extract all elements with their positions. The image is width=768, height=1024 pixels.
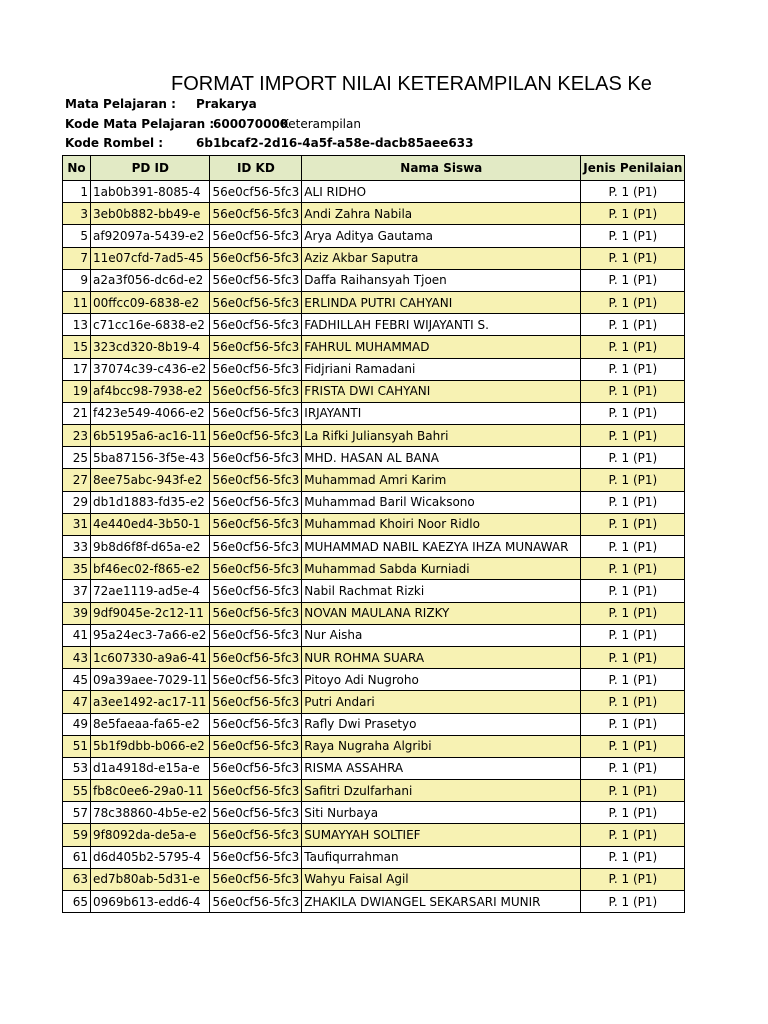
table-row [63, 757, 685, 779]
cell-jenis-penilaian[interactable]: P. 1 (P1) [581, 447, 685, 469]
cell-nama-siswa[interactable]: Wahyu Faisal Agil [302, 868, 581, 890]
table-row [63, 358, 685, 380]
kode-rombel-label: Kode Rombel : [65, 136, 164, 150]
table-row [63, 868, 685, 890]
cell-id-kd[interactable]: 56e0cf56-5fc3 [210, 580, 302, 602]
cell-nama-siswa[interactable]: FAHRUL MUHAMMAD [302, 336, 581, 358]
cell-jenis-penilaian[interactable]: P. 1 (P1) [581, 780, 685, 802]
table-row [63, 247, 685, 269]
cell-jenis-penilaian[interactable]: P. 1 (P1) [581, 802, 685, 824]
cell-pd-id[interactable]: 9b8d6f8f-d65a-e2 [91, 536, 210, 558]
cell-jenis-penilaian[interactable]: P. 1 (P1) [581, 713, 685, 735]
cell-nama-siswa[interactable]: FRISTA DWI CAHYANI [302, 380, 581, 402]
cell-no[interactable]: 31 [63, 513, 91, 535]
cell-jenis-penilaian[interactable]: P. 1 (P1) [581, 558, 685, 580]
cell-nama-siswa[interactable]: Andi Zahra Nabila [302, 203, 581, 225]
cell-nama-siswa[interactable]: ERLINDA PUTRI CAHYANI [302, 291, 581, 313]
cell-jenis-penilaian[interactable]: P. 1 (P1) [581, 646, 685, 668]
cell-jenis-penilaian[interactable]: P. 1 (P1) [581, 269, 685, 291]
cell-nama-siswa[interactable]: Safitri Dzulfarhani [302, 780, 581, 802]
cell-pd-id[interactable]: 11e07cfd-7ad5-45 [91, 247, 210, 269]
cell-nama-siswa[interactable]: Putri Andari [302, 691, 581, 713]
cell-nama-siswa[interactable]: ALI RIDHO [302, 181, 581, 203]
cell-id-kd[interactable]: 56e0cf56-5fc3 [210, 802, 302, 824]
document-title: FORMAT IMPORT NILAI KETERAMPILAN KELAS Ke [171, 73, 652, 95]
cell-no[interactable]: 27 [63, 469, 91, 491]
cell-pd-id[interactable]: 8e5faeaa-fa65-e2 [91, 713, 210, 735]
cell-pd-id[interactable]: af4bcc98-7938-e2 [91, 380, 210, 402]
cell-jenis-penilaian[interactable]: P. 1 (P1) [581, 358, 685, 380]
kode-rombel-value: 6b1bcaf2-2d16-4a5f-a58e-dacb85aee633 [196, 136, 474, 150]
cell-jenis-penilaian[interactable]: P. 1 (P1) [581, 513, 685, 535]
table-row [63, 402, 685, 424]
cell-id-kd[interactable]: 56e0cf56-5fc3 [210, 735, 302, 757]
cell-no[interactable]: 9 [63, 269, 91, 291]
cell-pd-id[interactable]: db1d1883-fd35-e2 [91, 491, 210, 513]
table-row [63, 691, 685, 713]
cell-nama-siswa[interactable]: Muhammad Sabda Kurniadi [302, 558, 581, 580]
cell-pd-id[interactable]: 37074c39-c436-e2 [91, 358, 210, 380]
cell-nama-siswa[interactable]: Nur Aisha [302, 624, 581, 646]
cell-no[interactable]: 61 [63, 846, 91, 868]
cell-no[interactable]: 11 [63, 291, 91, 313]
table-row [63, 181, 685, 203]
cell-jenis-penilaian[interactable]: P. 1 (P1) [581, 757, 685, 779]
cell-no[interactable]: 23 [63, 425, 91, 447]
cell-id-kd[interactable]: 56e0cf56-5fc3 [210, 513, 302, 535]
cell-pd-id[interactable]: 5ba87156-3f5e-43 [91, 447, 210, 469]
table-row [63, 291, 685, 313]
cell-nama-siswa[interactable]: Muhammad Baril Wicaksono [302, 491, 581, 513]
cell-id-kd[interactable]: 56e0cf56-5fc3 [210, 602, 302, 624]
cell-pd-id[interactable]: fb8c0ee6-29a0-11 [91, 780, 210, 802]
cell-no[interactable]: 3 [63, 203, 91, 225]
cell-pd-id[interactable]: 9f8092da-de5a-e [91, 824, 210, 846]
cell-pd-id[interactable]: 5b1f9dbb-b066-e2 [91, 735, 210, 757]
cell-id-kd[interactable]: 56e0cf56-5fc3 [210, 868, 302, 890]
table-row [63, 491, 685, 513]
cell-nama-siswa[interactable]: Aziz Akbar Saputra [302, 247, 581, 269]
table-row [63, 425, 685, 447]
table-row [63, 891, 685, 913]
cell-pd-id[interactable]: 1ab0b391-8085-4 [91, 181, 210, 203]
cell-pd-id[interactable]: 1c607330-a9a6-41 [91, 646, 210, 668]
cell-nama-siswa[interactable]: Taufiqurrahman [302, 846, 581, 868]
cell-pd-id[interactable]: d6d405b2-5795-4 [91, 846, 210, 868]
cell-id-kd[interactable]: 56e0cf56-5fc3 [210, 380, 302, 402]
table-row [63, 314, 685, 336]
table-row [63, 669, 685, 691]
cell-no[interactable]: 17 [63, 358, 91, 380]
cell-pd-id[interactable]: 8ee75abc-943f-e2 [91, 469, 210, 491]
cell-no[interactable]: 29 [63, 491, 91, 513]
header-id-kd: ID KD [210, 156, 302, 181]
cell-jenis-penilaian[interactable]: P. 1 (P1) [581, 402, 685, 424]
cell-id-kd[interactable]: 56e0cf56-5fc3 [210, 713, 302, 735]
cell-no[interactable]: 19 [63, 380, 91, 402]
table-row [63, 269, 685, 291]
cell-no[interactable]: 7 [63, 247, 91, 269]
cell-id-kd[interactable]: 56e0cf56-5fc3 [210, 824, 302, 846]
kode-mapel-value: 600070000 [213, 117, 289, 131]
cell-no[interactable]: 51 [63, 735, 91, 757]
cell-nama-siswa[interactable]: FADHILLAH FEBRI WIJAYANTI S. [302, 314, 581, 336]
table-row [63, 513, 685, 535]
cell-no[interactable]: 53 [63, 757, 91, 779]
cell-nama-siswa[interactable]: Daffa Raihansyah Tjoen [302, 269, 581, 291]
cell-nama-siswa[interactable]: Arya Aditya Gautama [302, 225, 581, 247]
cell-no[interactable]: 35 [63, 558, 91, 580]
cell-id-kd[interactable]: 56e0cf56-5fc3 [210, 336, 302, 358]
cell-jenis-penilaian[interactable]: P. 1 (P1) [581, 735, 685, 757]
cell-nama-siswa[interactable]: SUMAYYAH SOLTIEF [302, 824, 581, 846]
cell-jenis-penilaian[interactable]: P. 1 (P1) [581, 314, 685, 336]
table-row [63, 824, 685, 846]
table-row [63, 735, 685, 757]
cell-id-kd[interactable]: 56e0cf56-5fc3 [210, 358, 302, 380]
cell-no[interactable]: 55 [63, 780, 91, 802]
cell-pd-id[interactable]: a3ee1492-ac17-11 [91, 691, 210, 713]
cell-jenis-penilaian[interactable]: P. 1 (P1) [581, 491, 685, 513]
header-no: No [63, 156, 91, 181]
header-pd-id: PD ID [91, 156, 210, 181]
cell-nama-siswa[interactable]: Muhammad Amri Karim [302, 469, 581, 491]
cell-no[interactable]: 47 [63, 691, 91, 713]
cell-jenis-penilaian[interactable]: P. 1 (P1) [581, 225, 685, 247]
cell-pd-id[interactable]: c71cc16e-6838-e2 [91, 314, 210, 336]
cell-id-kd[interactable]: 56e0cf56-5fc3 [210, 469, 302, 491]
cell-jenis-penilaian[interactable]: P. 1 (P1) [581, 336, 685, 358]
cell-id-kd[interactable]: 56e0cf56-5fc3 [210, 780, 302, 802]
cell-pd-id[interactable]: 78c38860-4b5e-e2 [91, 802, 210, 824]
mapel-value: Prakarya [196, 97, 257, 111]
cell-pd-id[interactable]: 09a39aee-7029-11 [91, 669, 210, 691]
table-row [63, 469, 685, 491]
cell-no[interactable]: 63 [63, 868, 91, 890]
cell-jenis-penilaian[interactable]: P. 1 (P1) [581, 203, 685, 225]
cell-nama-siswa[interactable]: ZHAKILA DWIANGEL SEKARSARI MUNIR [302, 891, 581, 913]
cell-nama-siswa[interactable]: Rafly Dwi Prasetyo [302, 713, 581, 735]
cell-jenis-penilaian[interactable]: P. 1 (P1) [581, 247, 685, 269]
cell-id-kd[interactable]: 56e0cf56-5fc3 [210, 558, 302, 580]
cell-nama-siswa[interactable]: MUHAMMAD NABIL KAEZYA IHZA MUNAWAR [302, 536, 581, 558]
cell-id-kd[interactable]: 56e0cf56-5fc3 [210, 181, 302, 203]
cell-jenis-penilaian[interactable]: P. 1 (P1) [581, 691, 685, 713]
table-row [63, 203, 685, 225]
table-row [63, 802, 685, 824]
cell-pd-id[interactable]: 9df9045e-2c12-11 [91, 602, 210, 624]
cell-no[interactable]: 1 [63, 181, 91, 203]
cell-id-kd[interactable]: 56e0cf56-5fc3 [210, 624, 302, 646]
cell-jenis-penilaian[interactable]: P. 1 (P1) [581, 291, 685, 313]
cell-no[interactable]: 57 [63, 802, 91, 824]
header-jenis-penilaian: Jenis Penilaian [581, 156, 685, 181]
cell-no[interactable]: 59 [63, 824, 91, 846]
cell-no[interactable]: 43 [63, 646, 91, 668]
table-row [63, 380, 685, 402]
cell-id-kd[interactable]: 56e0cf56-5fc3 [210, 291, 302, 313]
cell-no[interactable]: 25 [63, 447, 91, 469]
cell-no[interactable]: 33 [63, 536, 91, 558]
table-row [63, 602, 685, 624]
cell-jenis-penilaian[interactable]: P. 1 (P1) [581, 824, 685, 846]
cell-nama-siswa[interactable]: NOVAN MAULANA RIZKY [302, 602, 581, 624]
cell-no[interactable]: 37 [63, 580, 91, 602]
cell-id-kd[interactable]: 56e0cf56-5fc3 [210, 646, 302, 668]
table-row [63, 580, 685, 602]
cell-no[interactable]: 21 [63, 402, 91, 424]
table-row [63, 558, 685, 580]
cell-nama-siswa[interactable]: Siti Nurbaya [302, 802, 581, 824]
cell-no[interactable]: 49 [63, 713, 91, 735]
cell-pd-id[interactable]: 95a24ec3-7a66-e2 [91, 624, 210, 646]
cell-jenis-penilaian[interactable]: P. 1 (P1) [581, 846, 685, 868]
cell-id-kd[interactable]: 56e0cf56-5fc3 [210, 447, 302, 469]
cell-no[interactable]: 13 [63, 314, 91, 336]
table-row [63, 536, 685, 558]
cell-pd-id[interactable]: 0969b613-edd6-4 [91, 891, 210, 913]
kode-mapel-label: Kode Mata Pelajaran : [65, 117, 215, 131]
cell-no[interactable]: 39 [63, 602, 91, 624]
cell-id-kd[interactable]: 56e0cf56-5fc3 [210, 402, 302, 424]
cell-id-kd[interactable]: 56e0cf56-5fc3 [210, 536, 302, 558]
table-row [63, 225, 685, 247]
cell-jenis-penilaian[interactable]: P. 1 (P1) [581, 425, 685, 447]
cell-pd-id[interactable]: 6b5195a6-ac16-11 [91, 425, 210, 447]
cell-nama-siswa[interactable]: RISMA ASSAHRA [302, 757, 581, 779]
cell-id-kd[interactable]: 56e0cf56-5fc3 [210, 247, 302, 269]
cell-nama-siswa[interactable]: IRJAYANTI [302, 402, 581, 424]
cell-pd-id[interactable]: 3eb0b882-bb49-e [91, 203, 210, 225]
table-row [63, 336, 685, 358]
cell-nama-siswa[interactable]: NUR ROHMA SUARA [302, 646, 581, 668]
table-row [63, 846, 685, 868]
cell-jenis-penilaian[interactable]: P. 1 (P1) [581, 580, 685, 602]
table-row [63, 447, 685, 469]
cell-nama-siswa[interactable]: Nabil Rachmat Rizki [302, 580, 581, 602]
cell-jenis-penilaian[interactable]: P. 1 (P1) [581, 469, 685, 491]
cell-jenis-penilaian[interactable]: P. 1 (P1) [581, 669, 685, 691]
cell-id-kd[interactable]: 56e0cf56-5fc3 [210, 314, 302, 336]
table-row [63, 624, 685, 646]
cell-pd-id[interactable]: ed7b80ab-5d31-e [91, 868, 210, 890]
table-row [63, 713, 685, 735]
table-row [63, 646, 685, 668]
cell-no[interactable]: 65 [63, 891, 91, 913]
cell-pd-id[interactable]: af92097a-5439-e2 [91, 225, 210, 247]
cell-nama-siswa[interactable]: Pitoyo Adi Nugroho [302, 669, 581, 691]
cell-id-kd[interactable]: 56e0cf56-5fc3 [210, 425, 302, 447]
cell-pd-id[interactable]: 72ae1119-ad5e-4 [91, 580, 210, 602]
cell-nama-siswa[interactable]: Muhammad Khoiri Noor Ridlo [302, 513, 581, 535]
cell-pd-id[interactable]: 323cd320-8b19-4 [91, 336, 210, 358]
cell-jenis-penilaian[interactable]: P. 1 (P1) [581, 181, 685, 203]
cell-id-kd[interactable]: 56e0cf56-5fc3 [210, 757, 302, 779]
cell-pd-id[interactable]: 00ffcc09-6838-e2 [91, 291, 210, 313]
cell-id-kd[interactable]: 56e0cf56-5fc3 [210, 846, 302, 868]
table-row [63, 780, 685, 802]
cell-pd-id[interactable]: bf46ec02-f865-e2 [91, 558, 210, 580]
table-body [63, 181, 685, 913]
cell-pd-id[interactable]: d1a4918d-e15a-e [91, 757, 210, 779]
cell-jenis-penilaian[interactable]: P. 1 (P1) [581, 380, 685, 402]
cell-id-kd[interactable]: 56e0cf56-5fc3 [210, 269, 302, 291]
cell-nama-siswa[interactable]: Raya Nugraha Algribi [302, 735, 581, 757]
cell-id-kd[interactable]: 56e0cf56-5fc3 [210, 203, 302, 225]
header-nama-siswa: Nama Siswa [302, 156, 581, 181]
cell-jenis-penilaian[interactable]: P. 1 (P1) [581, 602, 685, 624]
cell-id-kd[interactable]: 56e0cf56-5fc3 [210, 891, 302, 913]
kode-mapel-type: Keterampilan [281, 117, 361, 131]
cell-nama-siswa[interactable]: La Rifki Juliansyah Bahri [302, 425, 581, 447]
cell-jenis-penilaian[interactable]: P. 1 (P1) [581, 868, 685, 890]
cell-id-kd[interactable]: 56e0cf56-5fc3 [210, 491, 302, 513]
cell-id-kd[interactable]: 56e0cf56-5fc3 [210, 691, 302, 713]
cell-jenis-penilaian[interactable]: P. 1 (P1) [581, 536, 685, 558]
cell-nama-siswa[interactable]: MHD. HASAN AL BANA [302, 447, 581, 469]
cell-pd-id[interactable]: a2a3f056-dc6d-e2 [91, 269, 210, 291]
cell-no[interactable]: 41 [63, 624, 91, 646]
cell-jenis-penilaian[interactable]: P. 1 (P1) [581, 624, 685, 646]
cell-id-kd[interactable]: 56e0cf56-5fc3 [210, 225, 302, 247]
cell-jenis-penilaian[interactable]: P. 1 (P1) [581, 891, 685, 913]
cell-pd-id[interactable]: f423e549-4066-e2 [91, 402, 210, 424]
cell-no[interactable]: 5 [63, 225, 91, 247]
cell-id-kd[interactable]: 56e0cf56-5fc3 [210, 669, 302, 691]
mapel-label: Mata Pelajaran : [65, 97, 176, 111]
nilai-table [62, 155, 685, 913]
cell-no[interactable]: 15 [63, 336, 91, 358]
cell-nama-siswa[interactable]: Fidjriani Ramadani [302, 358, 581, 380]
cell-no[interactable]: 45 [63, 669, 91, 691]
table-header-row [63, 156, 685, 181]
cell-pd-id[interactable]: 4e440ed4-3b50-1 [91, 513, 210, 535]
